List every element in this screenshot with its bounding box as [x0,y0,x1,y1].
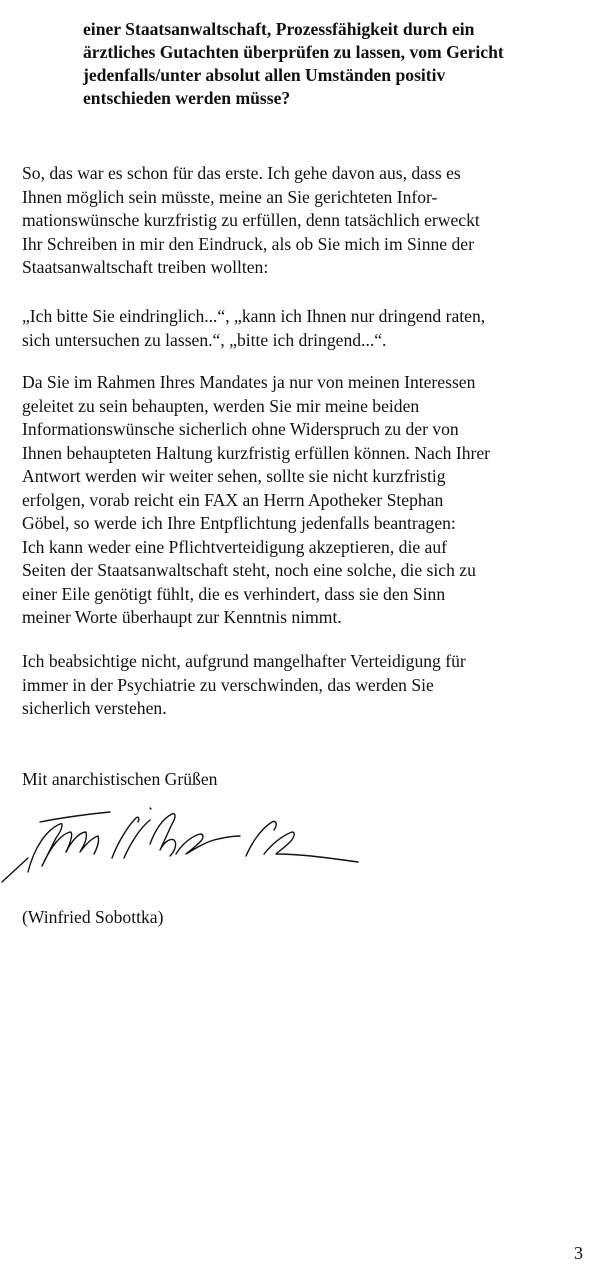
text-line: meiner Worte überhaupt zur Kenntnis nimmt. [22,607,342,627]
text-line: Göbel, so werde ich Ihre Entpflichtung jedenfalls beantragen: [22,513,456,533]
text-line: sicherlich verstehen. [22,698,167,718]
paragraph-quotes [22,305,592,352]
text-line: Ihnen behaupteten Haltung kurzfristig erfüllen können. Nach Ihrer [22,442,491,463]
text-line: Antwort werden wir weiter sehen, sollte sie nicht kurzfristig [22,466,446,486]
text-line: Seiten der Staatsanwaltschaft steht, noch eine solche, die sich zu [22,560,476,580]
text-line: Ich kann weder eine Pflichtverteidigung akzeptieren, die auf [22,536,447,557]
closing-salutation: Mit anarchistischen Grüßen [22,769,218,789]
text-line: einer Eile genötigt fühlt, die es verhindert, dass sie den Sinn [22,583,446,604]
text-line: einer Staatsanwaltschaft, Prozessfähigkeit durch ein [83,19,475,39]
text-line: „Ich bitte Sie eindringlich...“, „kann ich Ihnen nur dringend raten, [22,306,486,326]
text-line: sich untersuchen zu lassen.“, „bitte ich dringend...“. [22,329,387,350]
text-line: Ich beabsichtige nicht, aufgrund mangelhafter Verteidigung für [22,651,466,671]
text-line: Ihnen möglich sein müsste, meine an Sie gerichteten Infor- [22,186,438,207]
paragraph-information-request [22,162,592,280]
text-line: So, das war es schon für das erste. Ich gehe davon aus, dass es [22,163,461,183]
paragraph-psychiatry [22,650,592,721]
text-line: mationswünsche kurzfristig zu erfüllen, denn tatsächlich erweckt [22,210,480,230]
text-line: Staatsanwaltschaft treiben wollten: [22,257,269,277]
text-line: erfolgen, vorab reicht ein FAX an Herrn Apotheker Stephan [22,489,444,510]
text-line: ärztliches Gutachten überprüfen zu lassen, vom Gericht [83,42,504,62]
text-line: Da Sie im Rahmen Ihres Mandates ja nur von meinen Interessen [22,372,476,392]
text-line: geleitet zu sein behaupten, werden Sie mir meine beiden [22,395,420,416]
paragraph-mandate [22,371,592,630]
handwritten-signature [0,800,380,900]
text-line: Ihr Schreiben in mir den Eindruck, als ob Sie mich im Sinne der [22,233,474,254]
text-line: Informationswünsche sicherlich ohne Widerspruch zu der von [22,419,459,439]
signature-name: (Winfried Sobottka) [22,907,164,927]
text-line: immer in der Psychiatrie zu verschwinden, das werden Sie [22,674,434,695]
page-number: 3 [574,1243,583,1263]
text-line: jedenfalls/unter absolut allen Umständen positiv [83,65,446,85]
question-continuation [83,18,583,110]
text-line: entschieden werden müsse? [83,88,291,108]
